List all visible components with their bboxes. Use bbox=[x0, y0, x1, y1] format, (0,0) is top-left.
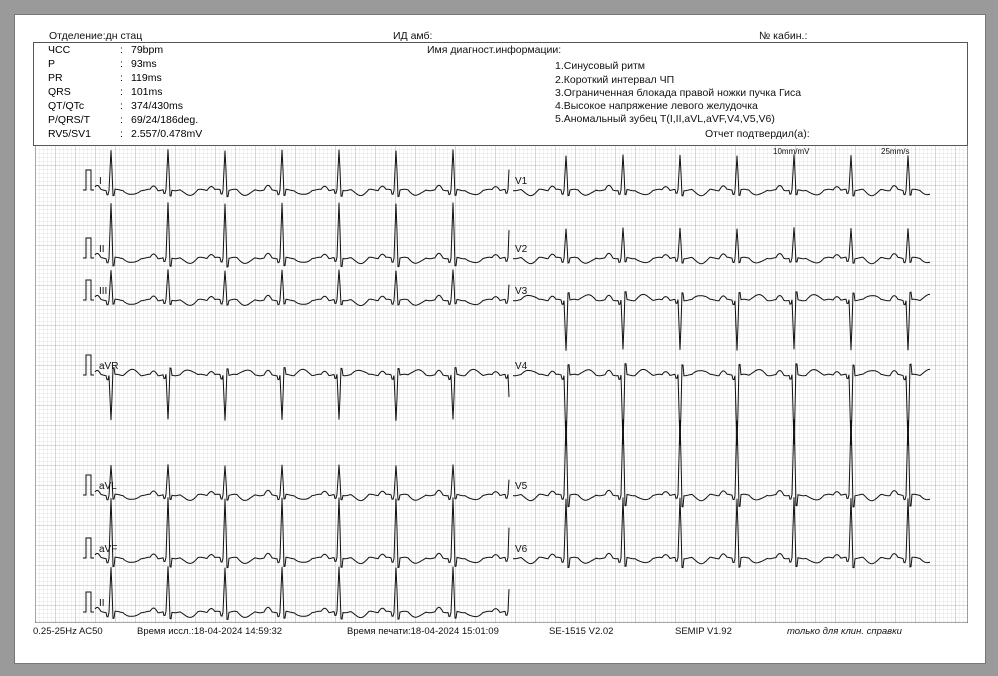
speed-label: 25mm/s bbox=[881, 147, 910, 156]
diagnosis-item: 4.Высокое напряжение левого желудочка bbox=[555, 100, 758, 112]
measurement-value: 119ms bbox=[131, 72, 162, 84]
lead-label: V6 bbox=[515, 544, 528, 555]
filter-info: 0.25-25Hz AC50 bbox=[33, 626, 103, 637]
confirmed-by-label: Отчет подтвердил(а): bbox=[705, 128, 810, 140]
diagnosis-title: Имя диагност.информации: bbox=[427, 44, 562, 56]
lead-label: III bbox=[99, 286, 108, 297]
measurement-label: P bbox=[48, 58, 56, 70]
cabinet-label: № кабин.: bbox=[759, 30, 808, 42]
clinical-note: только для клин. справки bbox=[787, 626, 902, 637]
measurement-label: QRS bbox=[48, 86, 71, 98]
measurement-label: ЧСС bbox=[48, 44, 71, 56]
diagnosis-item: 1.Синусовый ритм bbox=[555, 60, 645, 72]
print-time: Время печати:18-04-2024 15:01:09 bbox=[347, 626, 499, 637]
lead-label: aVL bbox=[99, 481, 117, 492]
amb-id-label: ИД амб: bbox=[393, 30, 433, 42]
lead-label: V3 bbox=[515, 286, 528, 297]
diagnosis-item: 5.Аномальный зубец T(I,II,aVL,aVF,V4,V5,V6) bbox=[555, 113, 775, 125]
measurement-value: 374/430ms bbox=[131, 100, 183, 112]
device-version: SE-1515 V2.02 bbox=[549, 626, 614, 637]
lead-label: V1 bbox=[515, 176, 528, 187]
measurement-label: PR bbox=[48, 72, 63, 84]
software-version: SEMIP V1.92 bbox=[675, 626, 732, 637]
lead-label: II bbox=[99, 244, 105, 255]
lead-label: V4 bbox=[515, 361, 528, 372]
lead-label: I bbox=[99, 176, 102, 187]
diagnosis-item: 3.Ограниченная блокада правой ножки пучка Гиса bbox=[555, 87, 802, 99]
measurement-value: 2.557/0.478mV bbox=[131, 128, 203, 140]
exam-time: Время иссл.:18-04-2024 14:59:32 bbox=[137, 626, 283, 637]
lead-label: V5 bbox=[515, 481, 528, 492]
ecg-grid bbox=[35, 145, 968, 623]
measurement-value: 69/24/186deg. bbox=[131, 114, 199, 126]
lead-label: aVF bbox=[99, 544, 118, 555]
measurement-value: 79bpm bbox=[131, 44, 164, 56]
lead-label: V2 bbox=[515, 244, 528, 255]
department-label: Отделение:дн стац bbox=[49, 30, 143, 42]
measurement-value: 101ms bbox=[131, 86, 163, 98]
lead-label: II bbox=[99, 598, 105, 609]
measurement-label: QT/QTc bbox=[48, 100, 85, 112]
lead-label: aVR bbox=[99, 361, 119, 372]
measurement-label: RV5/SV1 bbox=[48, 128, 91, 140]
gain-label: 10mm/mV bbox=[773, 147, 810, 156]
measurement-value: 93ms bbox=[131, 58, 157, 70]
ecg-report-sheet: Отделение:дн стац ИД амб: № кабин.: ЧСС : 79bpm P : 93ms PR : 119ms QRS : 101ms QT/QTc : 374/430ms P/QRS/T : 69/24/186deg. RV5/SV1 : 2.557/0.478mV Имя диагност.информации: 1.Синусовый ритм 2.Короткий интервал ЧП 3.Ограниченная блокада правой ножки пучка Гиса 4.Высокое напряжение левого желудочка 5.Аномальный зубец T(I,II,aVL,aVF,V4,V5,V6) Отчет подтвердил(а): 10mm/mV 25mm/s I II III aVR aVL aVF II V1 V2 V3 V4 V5 V6 0.25-25Hz AC50 Время иссл.:18-04-2024 14:59:32 Время печати:18-04-2024 15:01:09 SE-1515 V2.02 SEMIP V1.92 только для клин. справки bbox=[14, 14, 986, 664]
diagnosis-item: 2.Короткий интервал ЧП bbox=[555, 74, 675, 86]
measurement-label: P/QRS/T bbox=[48, 114, 91, 126]
